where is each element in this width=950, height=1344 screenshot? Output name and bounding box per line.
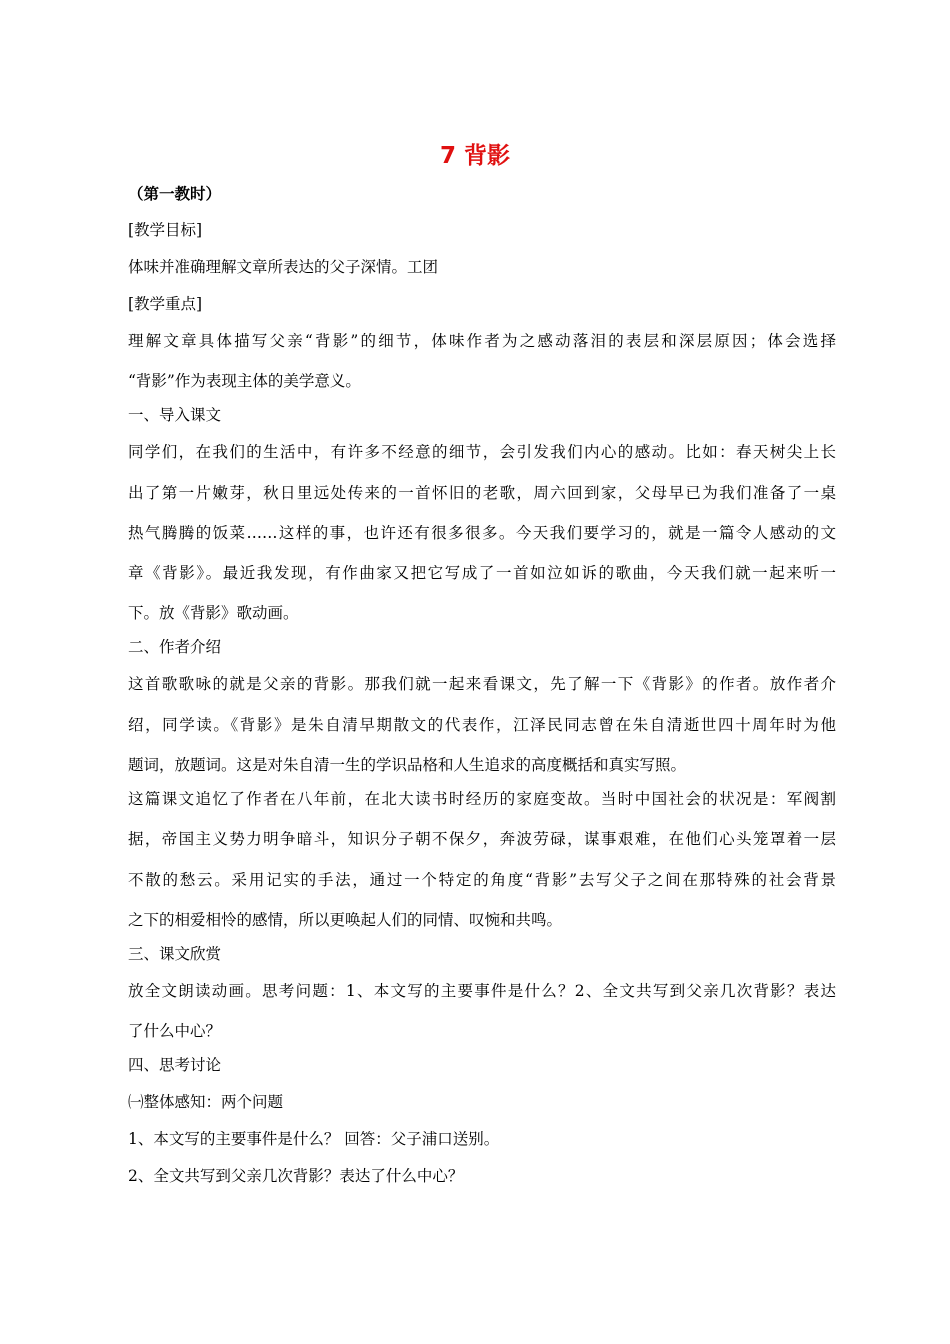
document-title: 7 背影 (439, 143, 510, 169)
paragraph-line: 据，帝国主义势力明争暗斗，知识分子朝不保夕，奔波劳碌，谋事艰难，在他们心头笼罩着一层 (128, 830, 836, 849)
period-label: （第一教时） (128, 184, 222, 203)
paragraph-line: 热气腾腾的饭菜……这样的事，也许还有很多很多。今天我们要学习的，就是一篇令人感动的文 (128, 523, 836, 542)
paragraph-line: 放全文朗读动画。思考问题：1、本文写的主要事件是什么？2、全文共写到父亲几次背影？表达 (128, 981, 836, 1000)
question-1: 1、本文写的主要事件是什么？ 回答：父子浦口送别。 (128, 1130, 500, 1149)
question-2: 2、全文共写到父亲几次背影？表达了什么中心？ (128, 1167, 464, 1186)
section-heading-appreciation: 三、课文欣赏 (128, 944, 222, 963)
paragraph-line: 章《背影》。最近我发现，有作曲家又把它写成了一首如泣如诉的歌曲，今天我们就一起来听一 (128, 564, 836, 583)
appreciation-paragraph (128, 978, 836, 1045)
focus-heading: [教学重点] (128, 295, 203, 313)
section-heading-discussion: 四、思考讨论 (128, 1056, 222, 1075)
author-paragraph-1 (128, 671, 836, 779)
paragraph-line: 下。放《背影》歌动画。 (128, 604, 299, 623)
paragraph-line: 了什么中心？ (128, 1022, 222, 1041)
paragraph-line: 不散的愁云。采用记实的手法，通过一个特定的角度“背影”去写父子之间在那特殊的社会背景 (128, 870, 836, 889)
document-body (128, 180, 836, 1200)
paragraph-line: 出了第一片嫩芽，秋日里远处传来的一首怀旧的老歌，周六回到家，父母早已为我们准备了一桌 (128, 483, 836, 502)
intro-paragraph (128, 439, 836, 627)
paragraph-line: 这首歌歌咏的就是父亲的背影。那我们就一起来看课文，先了解一下《背影》的作者。放作者介 (128, 675, 836, 694)
paragraph-line: 题词，放题词。这是对朱自清一生的学识品格和人生追求的高度概括和真实写照。 (128, 756, 687, 775)
goal-text: 体味并准确理解文章所表达的父子深情。工团 (128, 258, 439, 276)
goal-heading: [教学目标] (128, 221, 203, 239)
paragraph-line: 同学们，在我们的生活中，有许多不经意的细节，会引发我们内心的感动。比如：春天树尖上长 (128, 443, 836, 462)
paragraph-line: 绍，同学读。《背影》是朱自清早期散文的代表作，江泽民同志曾在朱自清逝世四十周年时为他 (128, 715, 836, 734)
author-paragraph-2 (128, 786, 836, 934)
paragraph-line: “背影”作为表现主体的美学意义。 (128, 372, 361, 391)
section-heading-author: 二、作者介绍 (128, 638, 222, 657)
focus-paragraph (128, 328, 836, 395)
discussion-subheading: ㈠整体感知：两个问题 (128, 1093, 284, 1112)
paragraph-line: 之下的相爱相怜的感情，所以更唤起人们的同情、叹惋和共鸣。 (128, 910, 563, 929)
section-heading-intro: 一、导入课文 (128, 406, 222, 425)
paragraph-line: 理解文章具体描写父亲“背影”的细节，体味作者为之感动落泪的表层和深层原因；体会选择 (128, 332, 836, 350)
paragraph-line: 这篇课文追忆了作者在八年前，在北大读书时经历的家庭变故。当时中国社会的状况是：军阀割 (128, 790, 836, 809)
